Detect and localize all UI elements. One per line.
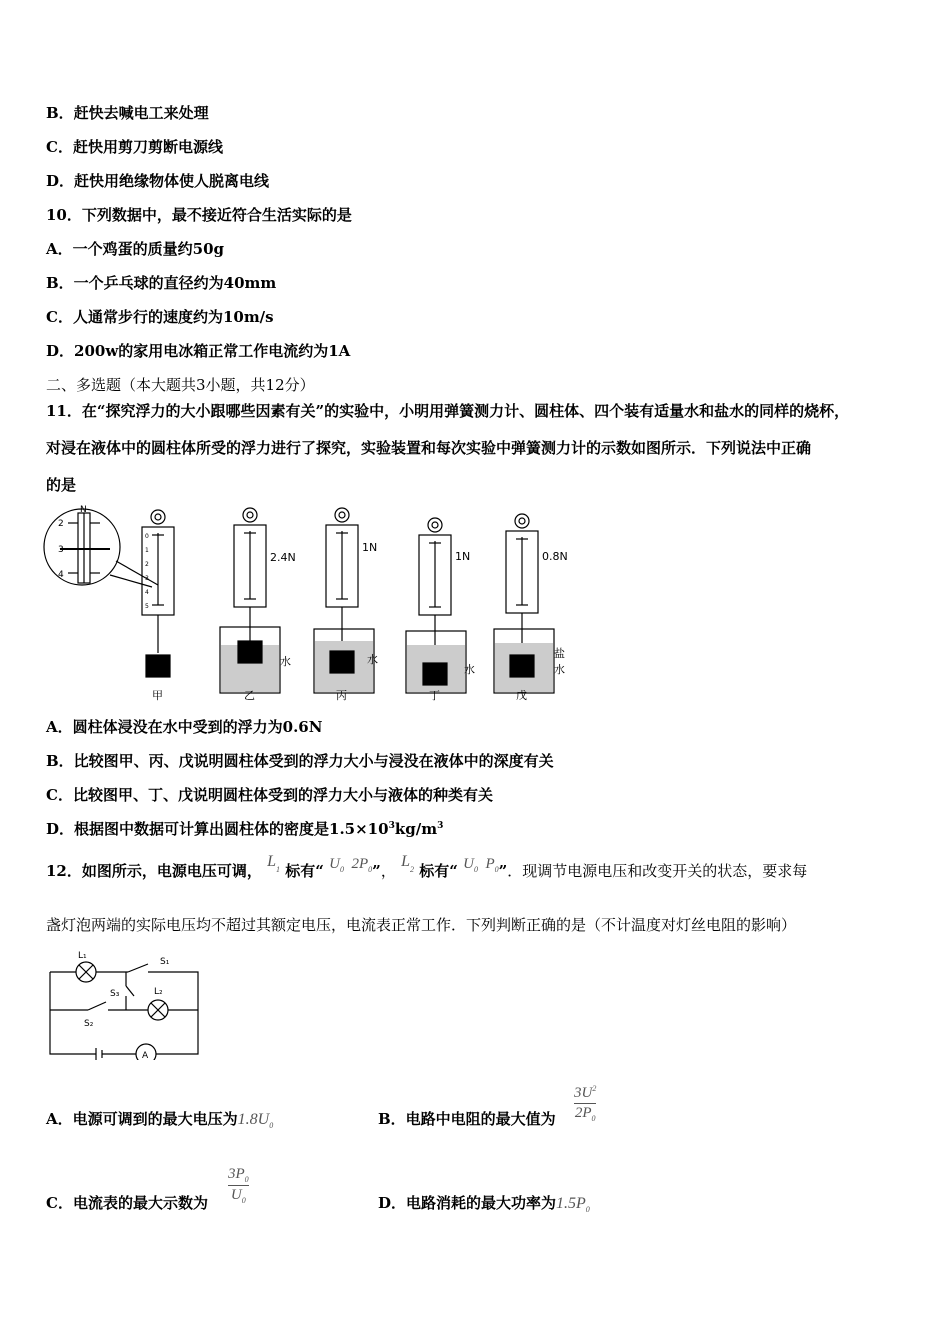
q12-option-c: C．电流表的最大示数为 — [46, 1194, 208, 1212]
gauge-bing — [314, 508, 374, 693]
gauge-wu — [494, 514, 554, 693]
reading-wu: 0.8N — [542, 550, 568, 563]
gauge-scale-1: 1 — [145, 547, 149, 554]
circuit-l1: L₁ — [78, 951, 87, 961]
label-jia: 甲 — [152, 689, 163, 702]
q11-option-a: A．圆柱体浸没在水中受到的浮力为0.6N — [46, 718, 323, 736]
q11-option-b: B．比较图甲、丙、戊说明圆柱体受到的浮力大小与浸没在液体中的深度有关 — [46, 752, 554, 770]
q11-stem-line2: 对浸在液体中的圆柱体所受的浮力进行了探究，实验装置和每次实验中弹簧测力计的示数如图所示．下列说法中正确 — [46, 439, 812, 457]
gauge-yi — [220, 508, 280, 693]
circuit-s2: S₂ — [84, 1019, 94, 1029]
label-wu: 戊 — [516, 689, 527, 702]
q11-option-d: D．根据图中数据可计算出圆柱体的密度是$1.5\times 10^3kg/m^3$ — [46, 820, 444, 838]
q12-option-c-fraction: $3P_0$ $U_0$ — [228, 1166, 249, 1205]
q10-stem: 10．下列数据中，最不接近符合生活实际的是 — [46, 206, 352, 224]
label-yi: 乙 — [244, 689, 255, 702]
circuit-s3: S₃ — [110, 989, 120, 999]
q9-option-b: B．赶快去喊电工来处理 — [46, 104, 209, 122]
section-title: 二、多选题（本大题共3小题，共12分） — [46, 376, 315, 394]
liquid-yi: 水 — [280, 655, 291, 668]
gauge-scale-0: 0 — [145, 533, 149, 540]
q10-option-a: A．一个鸡蛋的质量约50g — [46, 240, 225, 258]
magnifier-scale-3: 3 — [58, 545, 64, 555]
label-bing: 丙 — [336, 689, 347, 702]
circuit-l2: L₂ — [154, 987, 163, 997]
q11-option-c: C．比较图甲、丁、戊说明圆柱体受到的浮力大小与液体的种类有关 — [46, 786, 493, 804]
q12-option-a: A．电源可调到的最大电压为$1.8U_0$ — [46, 1110, 274, 1130]
q12-circuit — [44, 950, 204, 1060]
reading-yi: 2.4N — [270, 551, 296, 564]
circuit-ammeter: A — [142, 1051, 149, 1060]
circuit-s1: S₁ — [160, 957, 170, 967]
magnifier-scale-2: 2 — [58, 519, 64, 529]
gauge-ding — [406, 518, 466, 693]
gauge-scale-5: 5 — [145, 603, 149, 610]
q12-option-b-fraction: $3U^2$ $2P_0$ — [574, 1084, 597, 1123]
q10-option-c: C．人通常步行的速度约为10m/s — [46, 308, 274, 326]
q11-figure — [40, 505, 600, 705]
magnifier-scale-4: 4 — [58, 570, 64, 580]
q9-option-d: D．赶快用绝缘物体使人脱离电线 — [46, 172, 270, 190]
label-ding: 丁 — [429, 689, 440, 702]
q12-option-d: D．电路消耗的最大功率为$1.5P_0$ — [378, 1194, 590, 1214]
q11-stem-line1: 11．在“探究浮力的大小跟哪些因素有关”的实验中，小明用弹簧测力计、圆柱体、四个装有适量水和盐水的同样的烧杯， — [46, 402, 850, 420]
q11-stem-line3: 的是 — [46, 476, 77, 494]
gauge-scale-3: 3 — [145, 575, 149, 582]
liquid-ding: 水 — [464, 663, 475, 676]
q12-stem-line2: 盏灯泡两端的实际电压均不超过其额定电压，电流表正常工作．下列判断正确的是（不计温度对灯丝电阻的影响） — [46, 916, 797, 934]
magnifier-top-label: N — [80, 505, 87, 515]
reading-bing: 1N — [362, 541, 378, 554]
q10-option-d: D．200w的家用电冰箱正常工作电流约为1A — [46, 342, 351, 360]
q12-option-b: B．电路中电阻的最大值为 — [378, 1110, 556, 1128]
q9-option-c: C．赶快用剪刀剪断电源线 — [46, 138, 223, 156]
liquid-bing: 水 — [367, 653, 378, 666]
liquid-wu-2: 水 — [554, 663, 565, 676]
reading-ding: 1N — [455, 550, 471, 563]
magnifier-circle — [44, 509, 120, 585]
liquid-wu-1: 盐 — [554, 647, 565, 660]
q12-stem-line1: 12．如图所示，电源电压可调， $L_1$ 标有“ $U_0$ $2P_0$”， $L_2$ 标有“ $U_0$ $P_0$”．现调节电源电压和改变开关的状态，要求每 — [46, 853, 808, 880]
q10-option-b: B．一个乒乓球的直径约为40mm — [46, 274, 277, 292]
gauge-scale-2: 2 — [145, 561, 149, 568]
gauge-scale-4: 4 — [145, 589, 149, 596]
